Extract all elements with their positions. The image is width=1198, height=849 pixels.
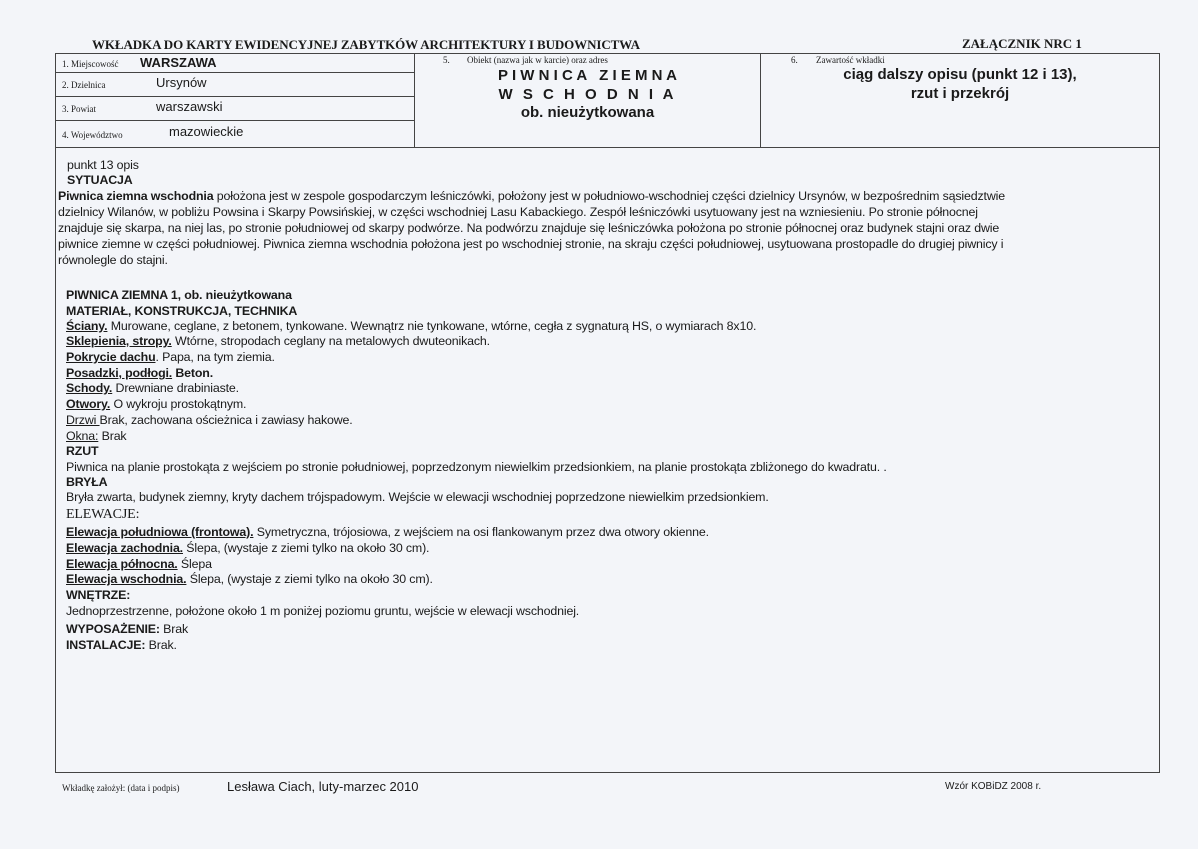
item-text: WNĘTRZE:	[66, 588, 131, 602]
field-county	[56, 96, 414, 121]
item-label: Drzwi	[66, 413, 100, 427]
description-line	[66, 557, 212, 571]
section-label: punkt 13 opis	[67, 158, 139, 172]
description-line	[66, 397, 246, 411]
description-line	[66, 444, 98, 458]
object-status: ob. nieużytkowana	[520, 104, 655, 121]
item-label: Okna:	[66, 429, 99, 443]
field-locality	[56, 54, 414, 73]
contents-cell	[761, 54, 1159, 147]
description-line	[66, 304, 297, 318]
item-text: Ślepa, (wystaje z ziemi tylko na około 30 cm).	[186, 572, 433, 586]
header-table	[55, 53, 1160, 148]
section-heading: SYTUACJA	[67, 173, 133, 187]
object-cell	[414, 54, 761, 147]
description-line	[66, 460, 887, 474]
description-line	[66, 525, 709, 539]
situation-line	[58, 189, 1005, 203]
item-label: Elewacja północna.	[66, 557, 178, 571]
description-line	[66, 350, 275, 364]
item-text: Brak	[159, 622, 189, 636]
item-text: BRYŁA	[66, 475, 108, 489]
description-line	[66, 429, 126, 443]
situation-line: dzielnicy Wilanów, w pobliżu Powsina i Skarpy Powsińskiej, w części wschodniej Lasu Kabackiego. Zespół leśniczówki usytuowany jest na wzniesieniu. Po stronie północnej	[58, 205, 978, 219]
description-line	[66, 622, 188, 636]
field-label: 1. Miejscowość	[62, 59, 119, 69]
item-text: ELEWACJE:	[66, 507, 140, 522]
item-label: INSTALACJE:	[66, 638, 146, 652]
description-line	[66, 475, 107, 489]
description-line	[66, 507, 139, 523]
object-label: Obiekt (nazwa jak w karcie) oraz adres	[467, 55, 608, 65]
footer-author: Lesława Ciach, luty-marzec 2010	[227, 779, 419, 794]
description-line	[66, 319, 756, 333]
item-label: Elewacja zachodnia.	[66, 541, 183, 555]
item-text: RZUT	[66, 444, 99, 458]
item-text: Brak, zachowana ościeżnica i zawiasy hakowe.	[99, 413, 353, 427]
object-name-1: P I W N I C A Z I E M N A	[498, 67, 677, 84]
field-label: 3. Powiat	[62, 104, 97, 114]
item-text: Wtórne, stropodach ceglany na metalowych dwuteonikach.	[171, 334, 490, 348]
footer-template: Wzór KOBiDZ 2008 r.	[945, 781, 1042, 792]
item-text: Bryła zwarta, budynek ziemny, kryty dachem trójspadowym. Wejście w elewacji wschodniej poprzedzone niewielkim przedsionkiem.	[66, 490, 769, 504]
description-line	[66, 366, 213, 380]
contents-label: Zawartość wkładki	[816, 55, 885, 65]
field-voivodeship	[56, 120, 414, 148]
footer-label: Wkładkę założył: (data i podpis)	[62, 783, 180, 793]
situation-text: położona jest w zespole gospodarczym leśniczówki, położony jest w południowo-wschodniej części dzielnicy Ursynów, w bezpośrednim sąsiedztwie	[213, 189, 1005, 203]
situation-line: znajduje się skarpa, na niej las, po stronie południowej od skarpy podwórze. Na podwórzu znajduje się leśniczówka położona po stronie północnej oraz budynek stajni oraz dwie	[58, 221, 1000, 235]
situation-line: piwnice ziemne w części południowej. Piwnica ziemna wschodnia położona jest po wschodniej stronie, na skraju części południowej, usytuowana prostopadle do drugiej piwnicy i	[58, 237, 1004, 251]
field-label: 4. Województwo	[62, 130, 123, 140]
description-line	[66, 288, 292, 302]
contents-line-2: rzut i przekrój	[910, 85, 1010, 102]
item-label: Elewacja wschodnia.	[66, 572, 187, 586]
item-label: Elewacja południowa (frontowa).	[66, 525, 254, 539]
object-name-2: W S C H O D N I A	[498, 86, 677, 103]
item-text: O wykroju prostokątnym.	[110, 397, 247, 411]
item-text: Piwnica na planie prostokąta z wejściem po stronie południowej, poprzedzonym niewielkim przedsionkiem, na planie prostokąta zbliżonego do kwadratu. .	[66, 460, 887, 474]
item-text: Symetryczna, trójosiowa, z wejściem na osi flankowanym przez dwa otwory okienne.	[253, 525, 709, 539]
field-value: warszawski	[156, 99, 223, 114]
item-label: Sklepienia, stropy.	[66, 334, 172, 348]
item-label: Otwory.	[66, 397, 111, 411]
item-text: Murowane, ceglane, z betonem, tynkowane. Wewnątrz nie tynkowane, wtórne, cegła z sygnaturą HS, o wymiarach 8x10.	[107, 319, 757, 333]
item-label: Schody.	[66, 381, 113, 395]
situation-line: równolegle do stajni.	[58, 253, 168, 267]
description-line	[66, 334, 490, 348]
item-text: PIWNICA ZIEMNA 1, ob. nieużytkowana	[66, 288, 292, 302]
item-label: Ściany.	[66, 319, 108, 333]
item-label: WYPOSAŻENIE:	[66, 622, 160, 636]
item-text: MATERIAŁ, KONSTRUKCJA, TECHNIKA	[66, 304, 298, 318]
description-line	[66, 413, 353, 427]
form-title: WKŁADKA DO KARTY EWIDENCYJNEJ ZABYTKÓW ARCHITEKTURY I BUDOWNICTWA	[92, 37, 640, 52]
field-value: WARSZAWA	[140, 55, 217, 70]
field-district	[56, 72, 414, 97]
item-text: Jednoprzestrzenne, położone około 1 m poniżej poziomu gruntu, wejście w elewacji wschodniej.	[66, 604, 580, 618]
item-text: Ślepa	[177, 557, 212, 571]
item-text: Drewniane drabiniaste.	[112, 381, 239, 395]
item-text: Brak.	[145, 638, 177, 652]
item-label: Posadzki, podłogi.	[66, 366, 173, 380]
object-num: 5.	[443, 55, 450, 65]
field-label: 2. Dzielnica	[62, 80, 106, 90]
field-value: mazowieckie	[169, 124, 244, 139]
description-line	[66, 638, 177, 652]
item-text: Beton.	[172, 366, 214, 380]
item-text: Brak	[98, 429, 127, 443]
description-line	[66, 572, 433, 586]
situation-subject: Piwnica ziemna wschodnia	[58, 189, 214, 203]
contents-line-1: ciąg dalszy opisu (punkt 12 i 13),	[843, 66, 1077, 83]
field-value: Ursynów	[156, 75, 207, 90]
description-line	[66, 541, 429, 555]
item-text: . Papa, na tym ziemia.	[155, 350, 275, 364]
item-text: Ślepa, (wystaje z ziemi tylko na około 30 cm).	[182, 541, 430, 555]
description-line	[66, 381, 239, 395]
description-line	[66, 604, 579, 618]
description-line	[66, 490, 769, 504]
contents-num: 6.	[791, 55, 798, 65]
description-line	[66, 588, 130, 602]
description-box	[55, 147, 1160, 773]
item-label: Pokrycie dachu	[66, 350, 156, 364]
annex-label: ZAŁĄCZNIK NRC 1	[962, 36, 1082, 51]
